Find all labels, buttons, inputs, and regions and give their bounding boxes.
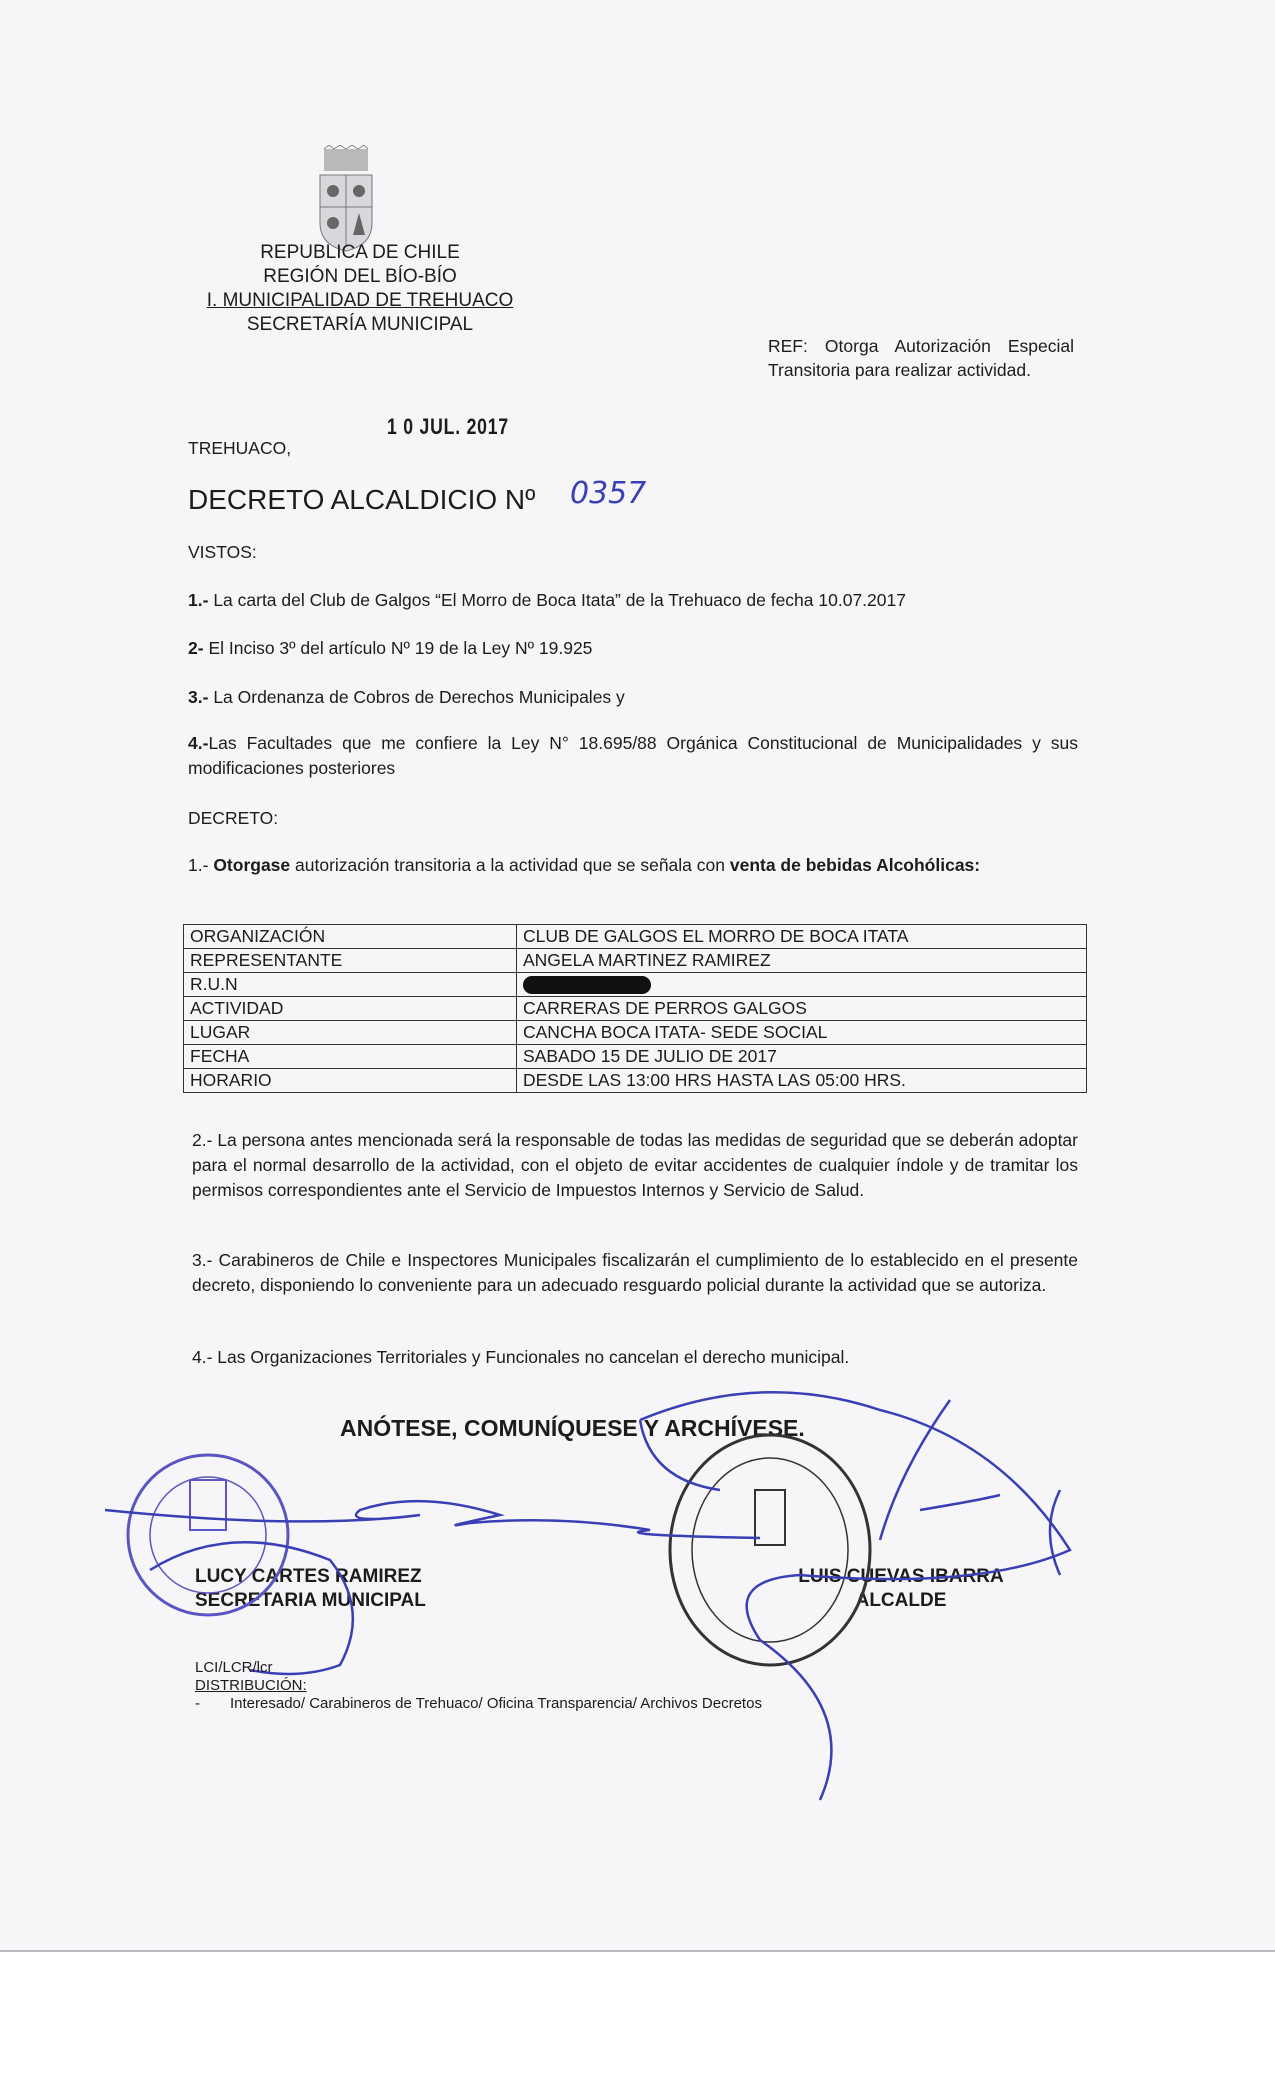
stamps-and-signatures [0,1380,1275,1820]
decreto-heading: DECRETO: [188,808,279,828]
footer [195,1659,762,1713]
letterhead-line: REGIÓN DEL BÍO-BÍO [263,266,457,287]
letterhead [180,241,540,337]
mayor-seal-icon [670,1435,870,1665]
vistos-item: 2- El Inciso 3º del artículo Nº 19 de la Ley Nº 19.925 [188,638,593,658]
secretary-signature-icon [105,1501,760,1674]
decree-number: 0357 [570,476,647,511]
decreto-paragraph-1: 1.- Otorgase autorización transitoria a la actividad que se señala con venta de bebidas Alcohólicas: [188,855,981,875]
decreto-paragraph-4: 4.- Las Organizaciones Territoriales y Funcionales no cancelan el derecho municipal. [192,1347,850,1367]
vistos-item: 4.-Las Facultades que me confiere la Ley N° 18.695/88 Orgánica Constitucional de Municipalidades y sus modificaciones posteriores [188,733,1078,778]
letterhead-line: I. MUNICIPALIDAD DE TREHUACO [206,290,514,311]
table-row: ACTIVIDAD CARRERAS DE PERROS GALGOS [184,997,1087,1021]
closing-formula: ANÓTESE, COMUNÍQUESE Y ARCHÍVESE. [340,1415,805,1441]
page-title: DECRETO ALCALDICIO Nº [188,484,536,515]
table-row: HORARIO DESDE LAS 13:00 HRS HASTA LAS 05:00 HRS. [184,1069,1087,1093]
redacted-run [523,976,651,994]
letterhead-line: REPUBLICA DE CHILE [260,242,460,263]
vistos-heading: VISTOS: [188,542,257,562]
vistos-item: 1.- La carta del Club de Galgos “El Morro de Boca Itata” de la Trehuaco de fecha 10.07.2017 [188,590,906,610]
table-row: REPRESENTANTE ANGELA MARTINEZ RAMIREZ [184,949,1087,973]
letterhead-line: SECRETARÍA MUNICIPAL [246,314,474,335]
distribution-list: - Interesado/ Carabineros de Trehuaco/ Oficina Transparencia/ Archivos Decretos [195,1695,762,1712]
table-row: ORGANIZACIÓN CLUB DE GALGOS EL MORRO DE BOCA ITATA [184,925,1087,949]
signatory-secretary: LUCY CARTES RAMIREZ SECRETARIA MUNICIPAL [195,1566,426,1611]
vistos-item: 3.- La Ordenanza de Cobros de Derechos Municipales y [188,687,625,707]
date-stamp: 1 0 JUL. 2017 [387,414,509,439]
municipal-crest-icon [316,145,376,253]
initials: LCI/LCR/lcr [195,1659,273,1676]
decreto-paragraph-3: 3.- Carabineros de Chile e Inspectores Municipales fiscalizarán el cumplimiento de lo establecido en el presente decreto, disponiendo lo conveniente para un adecuado resguardo policial durante la actividad que se autoriza. [192,1250,1078,1295]
table-row: LUGAR CANCHA BOCA ITATA- SEDE SOCIAL [184,1021,1087,1045]
table-row: R.U.N [184,973,1087,997]
decreto-paragraph-2: 2.- La persona antes mencionada será la responsable de todas las medidas de seguridad que se deberán adoptar para el normal desarrollo de la actividad, con el objeto de evitar accidentes de cualquier índole y de tramitar los permisos correspondientes ante el Servicio de Impuestos Internos y Servicio de Salud. [192,1130,1078,1200]
secretary-seal-icon [128,1455,288,1615]
activity-table [183,924,1087,1093]
signatory-mayor: LUIS CUEVAS IBARRA ALCALDE [798,1566,1004,1611]
distribution-label: DISTRIBUCIÓN: [195,1677,307,1694]
ref-text: Otorga Autorización Especial Transitoria para realizar actividad. [768,336,1074,380]
reference-block [768,334,1074,382]
table-row: FECHA SABADO 15 DE JULIO DE 2017 [184,1045,1087,1069]
place: TREHUACO, [188,438,292,458]
ref-label: REF: [768,336,808,356]
mayor-signature-icon [640,1392,1070,1800]
